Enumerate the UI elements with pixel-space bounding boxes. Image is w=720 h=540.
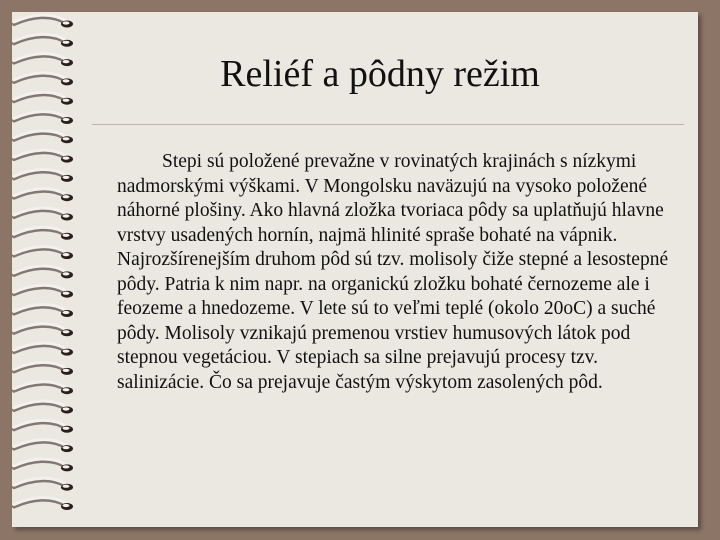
title-divider: [92, 124, 684, 125]
binding-ring: [14, 54, 73, 66]
binding-ring: [14, 362, 73, 374]
binding-ring: [14, 169, 73, 181]
binding-ring: [14, 227, 73, 239]
binding-ring: [14, 131, 73, 143]
binding-ring: [14, 440, 73, 452]
binding-ring: [14, 459, 73, 471]
binding-ring: [14, 112, 73, 124]
page-title: Reliéf a pôdny režim: [220, 53, 540, 95]
binding-ring: [14, 285, 73, 297]
binding-ring: [14, 305, 73, 317]
binding-ring: [14, 247, 73, 259]
binding-ring: [14, 208, 73, 220]
binding-ring: [14, 266, 73, 278]
binding-ring: [14, 343, 73, 355]
binding-ring: [14, 92, 73, 104]
binding-ring: [14, 324, 73, 336]
binding-ring: [14, 34, 73, 46]
binding-ring: [14, 150, 73, 162]
binding-ring: [14, 420, 73, 432]
body-paragraph: Stepi sú položené prevažne v rovinatých krajinách s nízkymi nadmorskými výškami. V Mongolsku naväzujú na vysoko položené náhorné plošiny. Ako hlavná zložka tvoriaca pôdy sa uplatňujú hlavne vrstvy usadených hornín, najmä hlinité spraše bohaté na vápnik. Najrozšírenejším druhom pôd sú tzv. molisoly čiže stepné a lesostepné pôdy. Patria k nim napr. na organickú zložku bohaté černozeme ale i feozeme a hnedozeme. V lete sú to veľmi teplé (okolo 20oC) a suché pôdy. Molisoly vznikajú premenou vrstiev humusových látok pod stepnou vegetáciou. V stepiach sa silne prejavujú procesy tzv. salinizácie. Čo sa prejavuje častým výskytom zasolených pôd.: [117, 151, 669, 393]
binding-ring: [14, 498, 73, 510]
binding-ring: [14, 382, 73, 394]
binding-ring: [14, 478, 73, 490]
spiral-binding-icon: [0, 0, 80, 540]
binding-ring: [14, 401, 73, 413]
binding-ring: [14, 15, 73, 27]
binding-ring: [14, 73, 73, 85]
binding-ring: [14, 189, 73, 201]
